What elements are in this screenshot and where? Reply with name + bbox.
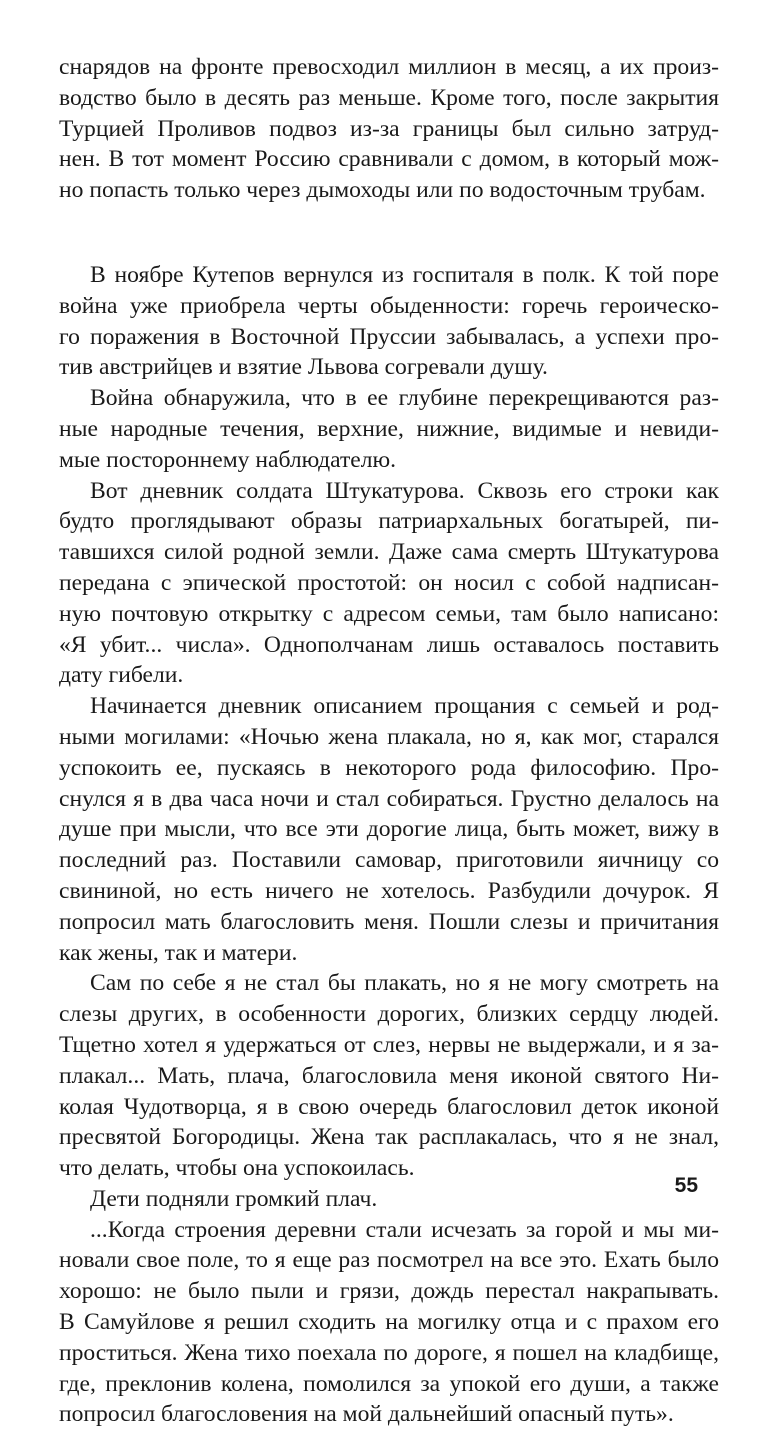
text-line: новали свое поле, то я еще раз посмотрел на все это. Ехать было xyxy=(59,1247,719,1274)
page-number: 55 xyxy=(674,1174,698,1197)
text-line: го поражения в Восточной Пруссии забывалась, а успехи про- xyxy=(59,323,719,350)
text-line: война уже приобрела черты обыденности: горечь героическо- xyxy=(59,292,719,319)
text-line: хорошо: не было пыли и грязи, дождь перестал накрапывать. xyxy=(59,1278,719,1305)
text-line: тавшихся силой родной земли. Даже сама смерть Штукатурова xyxy=(59,539,719,566)
text-line: Турцией Проливов подвоз из-за границы был сильно затруд- xyxy=(59,115,719,142)
text-line: мые постороннему наблюдателю. xyxy=(59,446,397,473)
paragraph xyxy=(59,383,719,475)
text-line: последний раз. Поставили самовар, приготовили яичницу со xyxy=(59,847,719,874)
text-line: снулся я в два часа ночи и стал собираться. Грустно делалось на xyxy=(59,785,719,812)
text-line: дату гибели. xyxy=(59,662,184,689)
text-line: передана с эпической простотой: он носил с собой надписан- xyxy=(59,569,719,596)
paragraph xyxy=(59,691,719,968)
text-line: душе при мысли, что все эти дорогие лица, быть может, вижу в xyxy=(59,816,719,843)
paragraph xyxy=(59,1215,719,1430)
paragraph xyxy=(59,260,719,383)
text-line: что делать, чтобы она успокоилась. xyxy=(59,1155,415,1182)
text-line: В Самуйлове я решил сходить на могилку отца и с прахом его xyxy=(59,1309,719,1336)
text-line: слезы других, в особенности дорогих, близких сердцу людей. xyxy=(59,1001,719,1028)
text-line: ные народные течения, верхние, нижние, видимые и невиди- xyxy=(59,415,719,442)
paragraph xyxy=(59,476,719,692)
paragraph xyxy=(59,968,719,1184)
paragraph-continuation xyxy=(59,52,719,206)
text-line: ...Когда строения деревни стали исчезать за горой и мы ми- xyxy=(90,1216,719,1243)
text-line: Сам по себе я не стал бы плакать, но я не могу смотреть на xyxy=(90,970,719,997)
section-break xyxy=(59,206,719,260)
text-line: ную почтовую открытку с адресом семьи, там было написано: xyxy=(59,600,719,627)
text-line: успокоить ее, пускаясь в некоторого рода философию. Про- xyxy=(59,754,719,781)
text-line: проститься. Жена тихо поехала по дороге, я пошел на кладбище, xyxy=(59,1339,719,1366)
text-line: попросил мать благословить меня. Пошли слезы и причитания xyxy=(59,908,719,935)
text-line: колая Чудотворца, я в свою очередь благословил деток иконой xyxy=(59,1093,719,1120)
text-line: пресвятой Богородицы. Жена так расплакалась, что я не знал, xyxy=(59,1124,719,1151)
paragraph xyxy=(59,1184,719,1215)
text-line: попросил благословения на мой дальнейший опасный путь». xyxy=(59,1401,674,1428)
text-line: Дети подняли громкий плач. xyxy=(90,1185,378,1212)
book-page xyxy=(59,52,719,1430)
text-line: Война обнаружила, что в ее глубине перекрещиваются раз- xyxy=(90,385,719,412)
text-line: Начинается дневник описанием прощания с семьей и род- xyxy=(90,693,719,720)
text-line: как жены, так и матери. xyxy=(59,939,298,966)
text-line: нен. В тот момент Россию сравнивали с домом, в который мож- xyxy=(59,146,719,173)
text-line: будто проглядывают образы патриархальных богатырей, пи- xyxy=(59,508,719,535)
text-line: Вот дневник солдата Штукатурова. Сквозь его строки как xyxy=(90,477,719,504)
text-line: свининой, но есть ничего не хотелось. Разбудили дочурок. Я xyxy=(59,877,719,904)
text-line: ными могилами: «Ночью жена плакала, но я, как мог, старался xyxy=(59,723,719,750)
text-line: но попасть только через дымоходы или по водосточным трубам. xyxy=(59,177,706,204)
text-line: В ноябре Кутепов вернулся из госпиталя в полк. К той поре xyxy=(90,261,719,288)
text-line: снарядов на фронте превосходил миллион в месяц, а их произ- xyxy=(59,54,719,80)
text-line: Тщетно хотел я удержаться от слез, нервы не выдержали, и я за- xyxy=(59,1031,719,1058)
text-line: где, преклонив колена, помолился за упокой его души, а также xyxy=(59,1370,719,1397)
text-line: тив австрийцев и взятие Львова согревали душу. xyxy=(59,354,548,381)
text-line: плакал... Мать, плача, благословила меня иконой святого Ни- xyxy=(59,1062,719,1089)
text-line: «Я убит... числа». Однополчанам лишь оставалось поставить xyxy=(59,631,719,658)
text-line: водство было в десять раз меньше. Кроме того, после закрытия xyxy=(59,84,719,111)
